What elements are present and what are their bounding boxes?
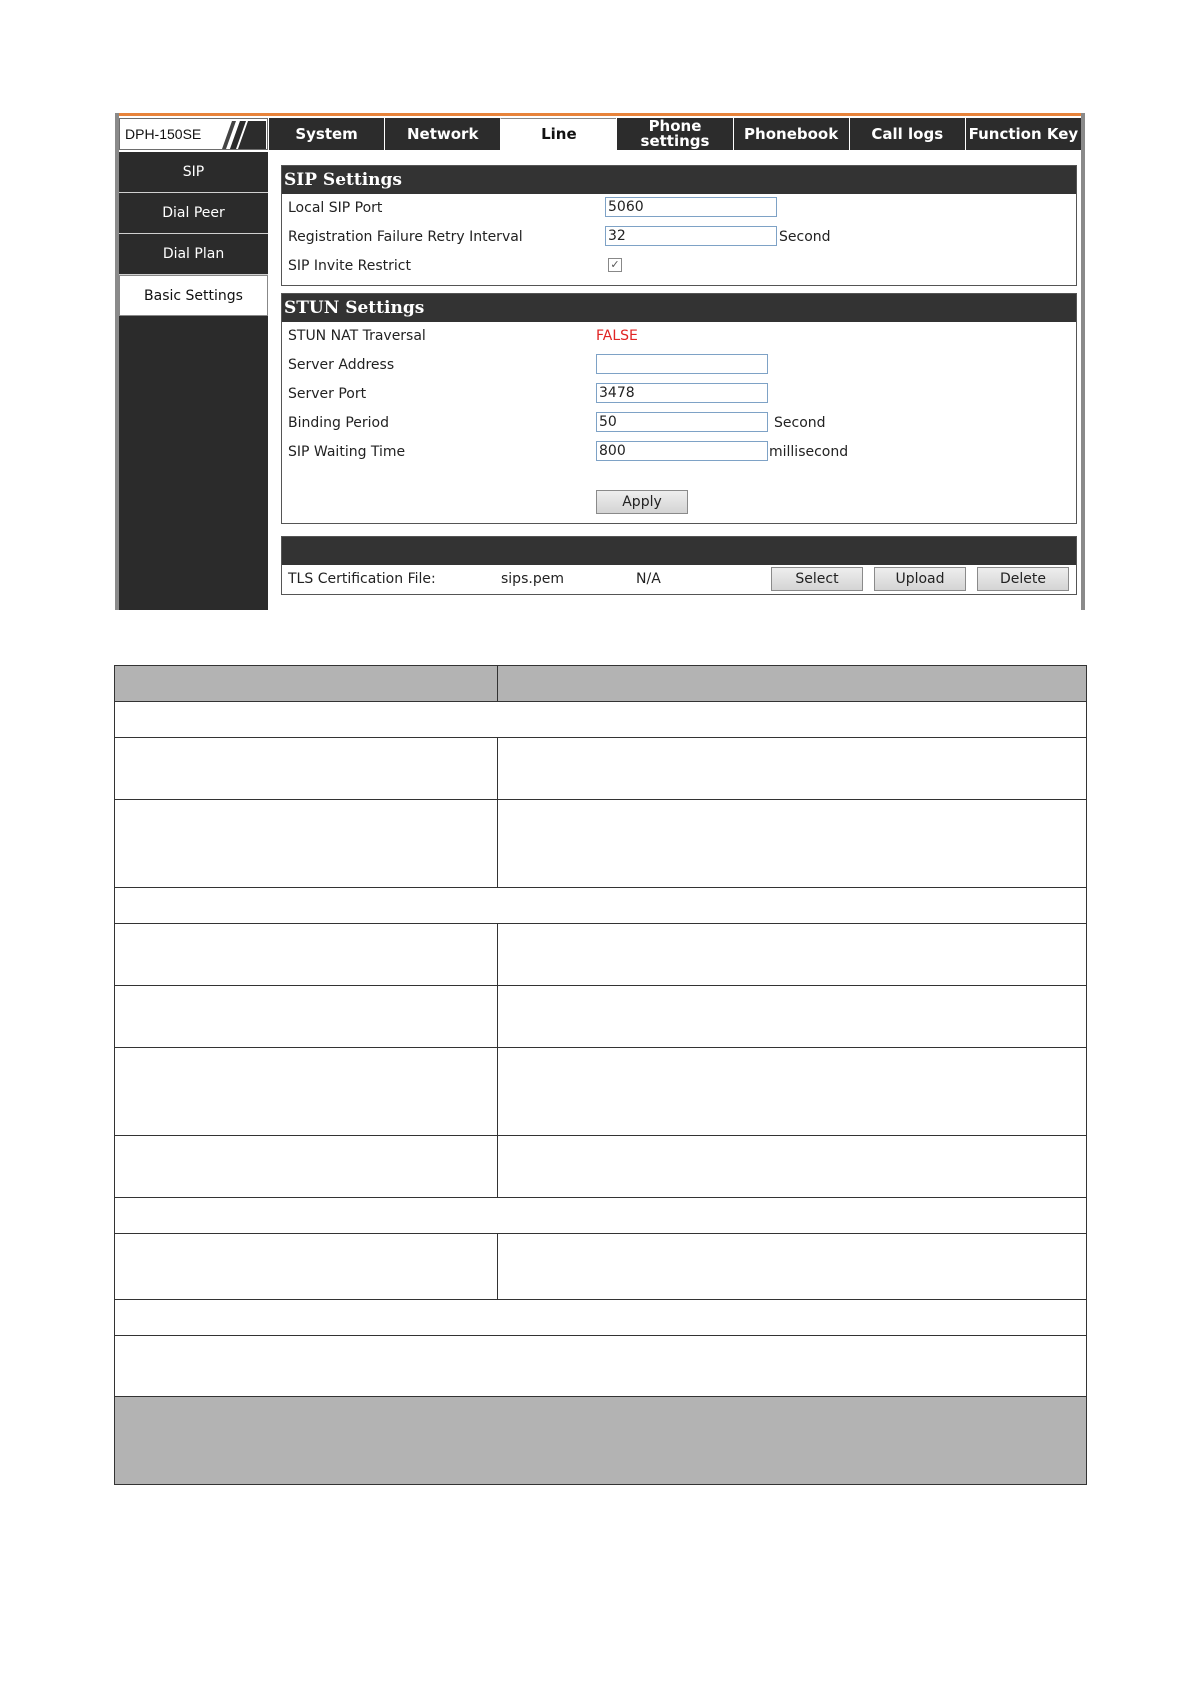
sidebar-item-basic-settings[interactable]: Basic Settings	[119, 275, 268, 316]
invite-restrict-label: SIP Invite Restrict	[288, 258, 411, 274]
table-cell	[115, 738, 498, 800]
server-port-input[interactable]: 3478	[596, 383, 768, 403]
tab-phone-settings[interactable]	[616, 118, 732, 150]
retry-interval-label: Registration Failure Retry Interval	[288, 229, 523, 245]
sidebar-item-sip[interactable]: SIP	[119, 152, 268, 193]
local-sip-port-label: Local SIP Port	[288, 200, 383, 216]
binding-period-unit: Second	[774, 415, 826, 431]
tab-line[interactable]: Line	[500, 118, 616, 150]
binding-period-label: Binding Period	[288, 415, 390, 431]
table-cell	[115, 1234, 498, 1300]
retry-interval-unit: Second	[779, 229, 831, 245]
table-cell	[115, 1336, 1087, 1397]
invite-restrict-row	[282, 252, 1076, 281]
tls-panel-header	[282, 537, 1076, 565]
tab-phone-settings-label: Phone settings	[640, 117, 710, 150]
table-row	[115, 800, 1087, 888]
binding-period-input[interactable]: 50	[596, 412, 768, 432]
parameter-description-table	[114, 665, 1087, 1485]
tab-call-logs[interactable]: Call logs	[849, 118, 965, 150]
local-sip-port-input[interactable]: 5060	[605, 197, 777, 217]
tab-phonebook[interactable]: Phonebook	[733, 118, 849, 150]
table-row	[115, 738, 1087, 800]
sip-settings-title: SIP Settings	[282, 166, 1076, 194]
sip-waiting-unit: millisecond	[769, 444, 849, 460]
table-header-cell	[115, 666, 498, 702]
retry-interval-row	[282, 223, 1076, 252]
table-row	[115, 924, 1087, 986]
table-cell	[115, 924, 498, 986]
table-cell	[498, 924, 1087, 986]
table-cell	[115, 986, 498, 1048]
table-cell	[498, 1048, 1087, 1136]
table-cell	[498, 1234, 1087, 1300]
delete-button[interactable]: Delete	[977, 567, 1069, 591]
table-cell	[115, 1198, 1087, 1234]
tab-system[interactable]: System	[268, 118, 384, 150]
sidebar-item-dial-peer[interactable]: Dial Peer	[119, 193, 268, 234]
server-port-row	[282, 380, 1076, 409]
sip-waiting-input[interactable]: 800	[596, 441, 768, 461]
stun-settings-title: STUN Settings	[282, 294, 1076, 322]
model-logo	[119, 118, 268, 150]
server-port-label: Server Port	[288, 386, 367, 402]
server-address-row	[282, 351, 1076, 380]
logo-slash-icon	[206, 121, 266, 149]
table-row	[115, 986, 1087, 1048]
table-cell	[115, 702, 1087, 738]
local-sip-port-row	[282, 194, 1076, 223]
binding-period-row	[282, 409, 1076, 438]
table-section-row	[115, 888, 1087, 924]
nat-traversal-row	[282, 322, 1076, 351]
server-address-label: Server Address	[288, 357, 395, 373]
invite-restrict-checkbox[interactable]: ✓	[608, 258, 622, 272]
table-section-row	[115, 1198, 1087, 1234]
tls-row	[282, 565, 1076, 594]
tab-network[interactable]: Network	[384, 118, 500, 150]
table-row	[115, 1234, 1087, 1300]
retry-interval-input[interactable]: 32	[605, 226, 777, 246]
upload-button[interactable]: Upload	[874, 567, 966, 591]
table-cell	[498, 986, 1087, 1048]
tls-label: TLS Certification File:	[288, 571, 436, 587]
table-cell	[115, 1300, 1087, 1336]
select-button[interactable]: Select	[771, 567, 863, 591]
nat-traversal-label: STUN NAT Traversal	[288, 328, 426, 344]
table-cell	[115, 1136, 498, 1198]
model-name: DPH-150SE	[125, 126, 202, 142]
phone-web-ui-screenshot	[115, 113, 1085, 610]
apply-button[interactable]: Apply	[596, 490, 688, 514]
table-cell	[498, 800, 1087, 888]
table-cell	[115, 1048, 498, 1136]
table-section-row	[115, 702, 1087, 738]
table-row	[115, 1336, 1087, 1397]
sip-waiting-label: SIP Waiting Time	[288, 444, 406, 460]
table-cell	[115, 1397, 1087, 1485]
table-row	[115, 1048, 1087, 1136]
table-footer-row	[115, 1397, 1087, 1485]
tab-function-key[interactable]: Function Key	[965, 118, 1081, 150]
tls-status: N/A	[636, 571, 661, 587]
accent-line	[119, 113, 1081, 116]
server-address-input[interactable]	[596, 354, 768, 374]
sidebar-item-dial-plan[interactable]: Dial Plan	[119, 234, 268, 275]
stun-settings-panel	[281, 293, 1077, 524]
table-cell	[115, 888, 1087, 924]
sidebar	[119, 152, 268, 610]
nat-traversal-value: FALSE	[596, 328, 638, 344]
table-section-row	[115, 1300, 1087, 1336]
table-cell	[498, 1136, 1087, 1198]
tls-panel	[281, 536, 1077, 595]
tls-file-name: sips.pem	[501, 571, 564, 587]
sip-waiting-row	[282, 438, 1076, 467]
table-header-row	[115, 666, 1087, 702]
main-nav-tabs	[268, 118, 1081, 150]
table-header-cell	[498, 666, 1087, 702]
table-row	[115, 1136, 1087, 1198]
sip-settings-panel	[281, 165, 1077, 286]
table-cell	[498, 738, 1087, 800]
table-cell	[115, 800, 498, 888]
